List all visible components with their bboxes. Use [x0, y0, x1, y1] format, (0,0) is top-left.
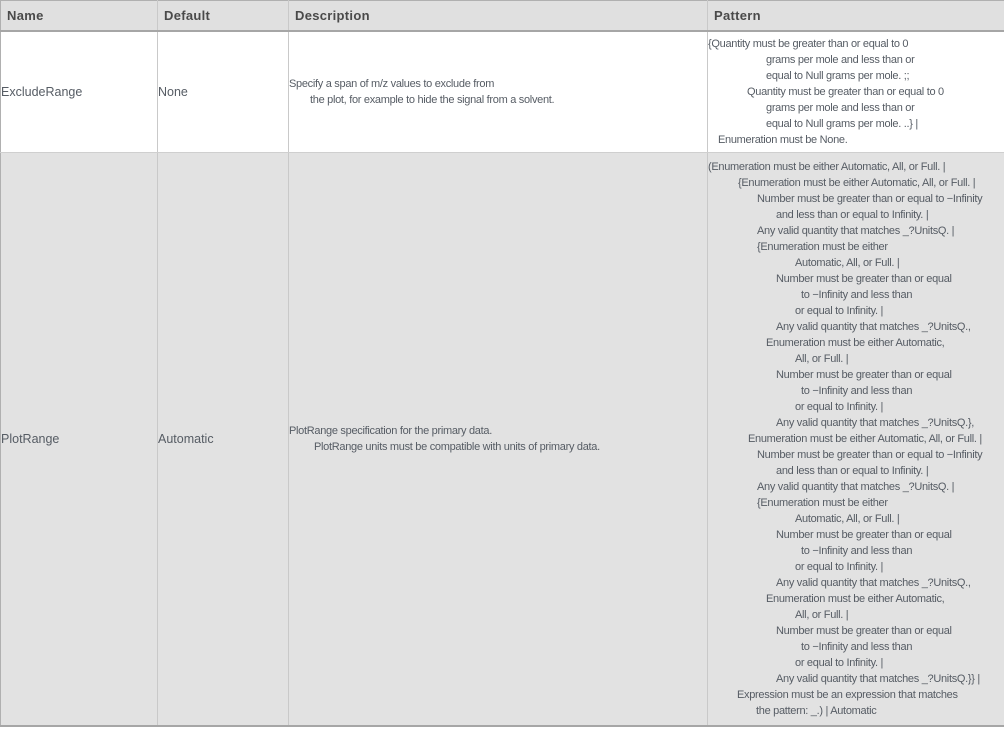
pattern-line: or equal to Infinity. |: [795, 560, 884, 573]
pattern-line: equal to Null grams per mole. ..} |: [766, 117, 918, 130]
pattern-line: Number must be greater than or equal to −Infinity: [757, 448, 983, 461]
pattern-line: Any valid quantity that matches _?UnitsQ. |: [757, 480, 955, 493]
pattern-line: {Enumeration must be either Automatic, All, or Full. |: [738, 176, 976, 189]
option-default: None: [158, 31, 289, 152]
pattern-line: Any valid quantity that matches _?UnitsQ.,: [776, 576, 971, 589]
description-line: Specify a span of m/z values to exclude from: [289, 77, 495, 90]
pattern-line: Number must be greater than or equal: [776, 528, 952, 541]
pattern-line: All, or Full. |: [795, 352, 849, 365]
pattern-line: Enumeration must be either Automatic, All, or Full. |: [748, 432, 982, 445]
pattern-line: Expression must be an expression that matches: [737, 688, 958, 701]
table-row-excluderange: [1, 31, 1004, 152]
pattern-line: Number must be greater than or equal: [776, 624, 952, 637]
pattern-line: to −Infinity and less than: [801, 640, 913, 653]
pattern-line: Automatic, All, or Full. |: [795, 512, 900, 525]
option-description: [289, 423, 707, 455]
pattern-line: Enumeration must be either Automatic,: [766, 336, 945, 349]
pattern-line: Number must be greater than or equal to −Infinity: [757, 192, 983, 205]
pattern-line: Quantity must be greater than or equal to 0: [747, 85, 944, 98]
pattern-line: Any valid quantity that matches _?UnitsQ.,: [776, 320, 971, 333]
option-pattern: [708, 159, 1004, 719]
pattern-line: to −Infinity and less than: [801, 384, 913, 397]
pattern-line: and less than or equal to Infinity. |: [776, 464, 929, 477]
option-description-cell: [289, 152, 708, 726]
description-line: PlotRange units must be compatible with units of primary data.: [314, 440, 600, 453]
pattern-line: Number must be greater than or equal: [776, 368, 952, 381]
pattern-line: Any valid quantity that matches _?UnitsQ.},: [776, 416, 975, 429]
column-header-name: Name: [1, 1, 158, 32]
pattern-line: or equal to Infinity. |: [795, 400, 884, 413]
pattern-line: to −Infinity and less than: [801, 288, 913, 301]
pattern-line: {Quantity must be greater than or equal to 0: [708, 37, 909, 50]
option-description-cell: [289, 31, 708, 152]
pattern-line: to −Infinity and less than: [801, 544, 913, 557]
pattern-line: grams per mole and less than or: [766, 101, 915, 114]
table-row-plotrange: [1, 152, 1004, 726]
pattern-line: the pattern: _.) | Automatic: [756, 704, 877, 717]
pattern-line: and less than or equal to Infinity. |: [776, 208, 929, 221]
pattern-line: Enumeration must be None.: [718, 133, 848, 146]
pattern-line: or equal to Infinity. |: [795, 304, 884, 317]
option-default: Automatic: [158, 152, 289, 726]
pattern-line: Number must be greater than or equal: [776, 272, 952, 285]
option-pattern-cell: [708, 152, 1004, 726]
column-header-description: Description: [289, 1, 708, 32]
column-header-default: Default: [158, 1, 289, 32]
option-name: PlotRange: [1, 152, 158, 726]
pattern-line: Any valid quantity that matches _?UnitsQ. |: [757, 224, 955, 237]
header-row: [1, 1, 1004, 32]
column-header-pattern: Pattern: [708, 1, 1004, 32]
option-description: [289, 76, 707, 108]
description-line: the plot, for example to hide the signal from a solvent.: [310, 93, 555, 106]
pattern-line: equal to Null grams per mole. ;;: [766, 69, 910, 82]
pattern-line: Enumeration must be either Automatic,: [766, 592, 945, 605]
option-pattern-cell: [708, 31, 1004, 152]
pattern-line: grams per mole and less than or: [766, 53, 915, 66]
option-pattern: [708, 36, 1004, 148]
pattern-line: All, or Full. |: [795, 608, 849, 621]
pattern-line: Any valid quantity that matches _?UnitsQ.}} |: [776, 672, 980, 685]
option-name: ExcludeRange: [1, 31, 158, 152]
pattern-line: (Enumeration must be either Automatic, All, or Full. |: [708, 160, 946, 173]
pattern-line: Automatic, All, or Full. |: [795, 256, 900, 269]
pattern-line: or equal to Infinity. |: [795, 656, 884, 669]
description-line: PlotRange specification for the primary data.: [289, 424, 492, 437]
pattern-line: {Enumeration must be either: [757, 240, 888, 253]
pattern-line: {Enumeration must be either: [757, 496, 888, 509]
